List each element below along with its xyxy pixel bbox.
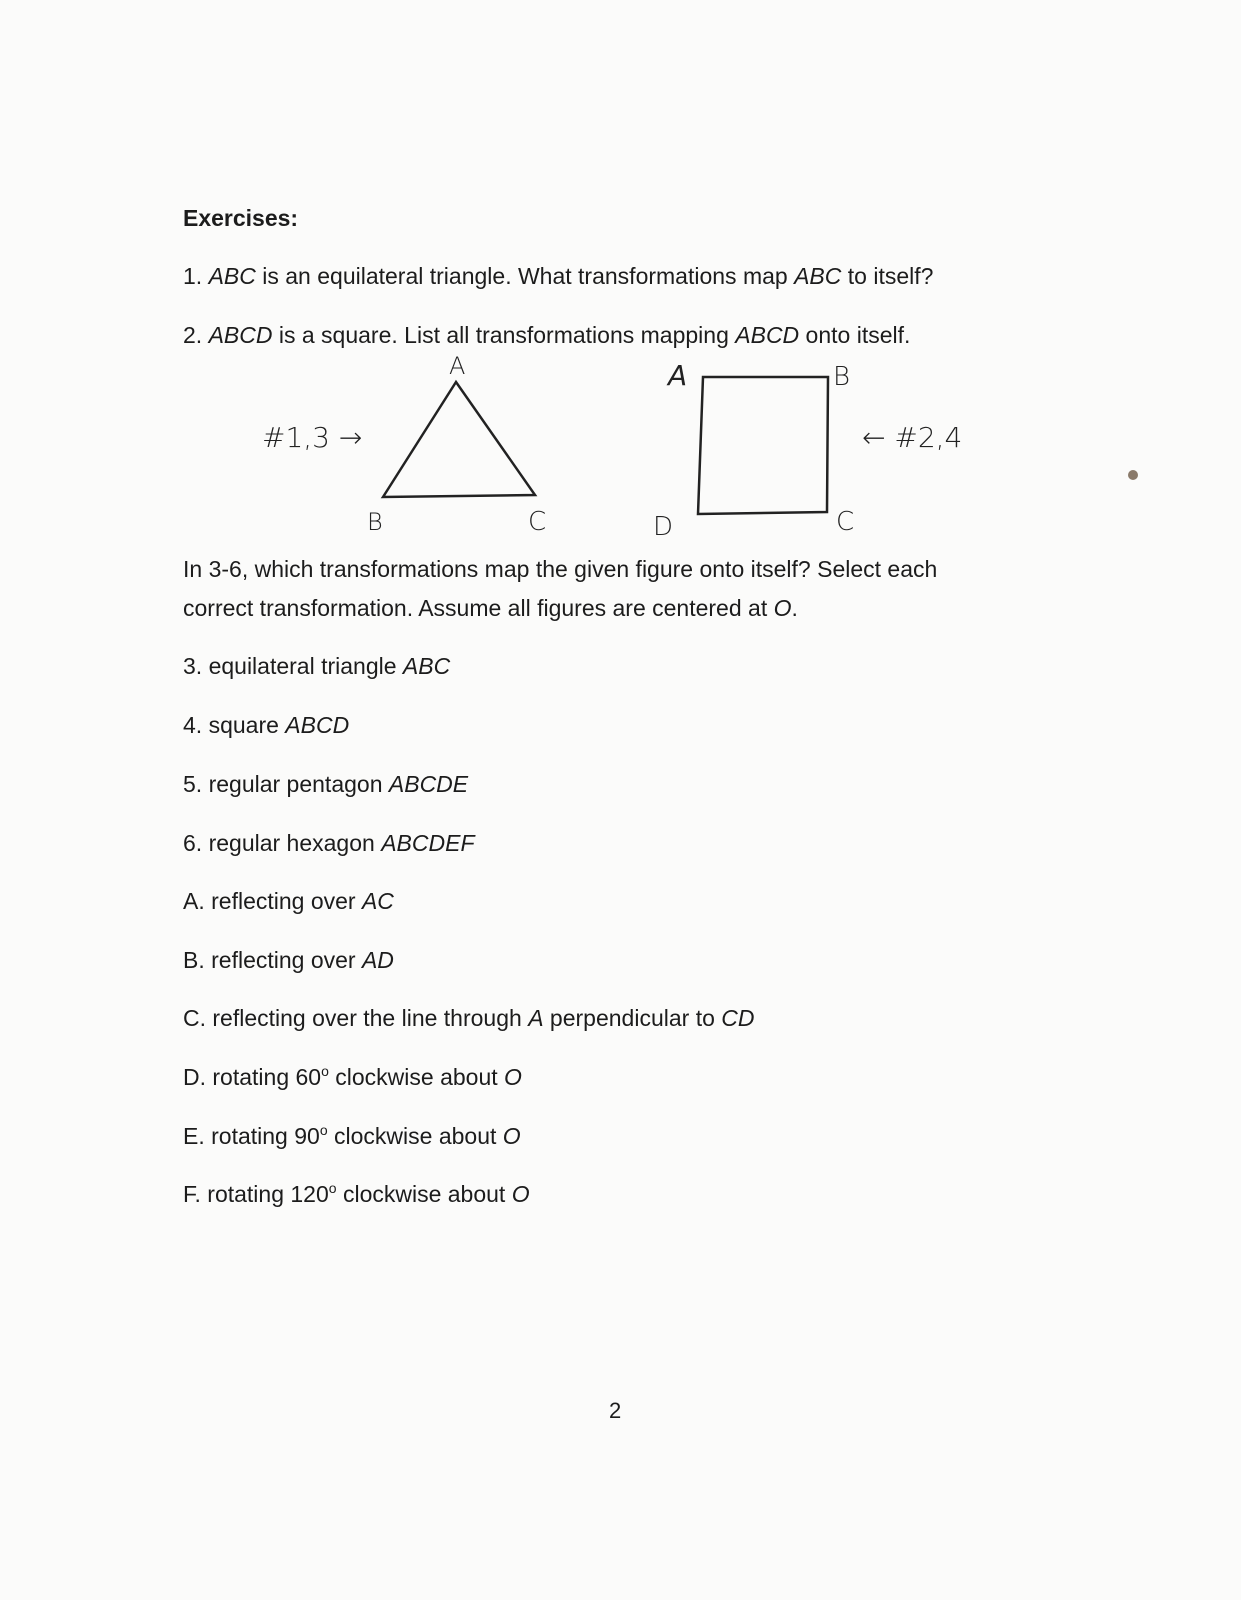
square-label-d: D: [653, 512, 674, 542]
triangle-label-a: A: [449, 352, 466, 380]
square-figure: [653, 359, 854, 542]
triangle-label-c: C: [528, 507, 547, 537]
left-note: #1,3 →: [262, 421, 363, 454]
page-number: 2: [609, 1398, 622, 1423]
triangle-figure: [367, 352, 546, 537]
choice-b: B. reflecting over AD: [183, 947, 394, 973]
square-label-b: B: [833, 362, 851, 392]
choice-f: F. rotating 120$^o$ clockwise about O: [183, 1180, 530, 1207]
choice-e: E. rotating 90$^o$ clockwise about O: [183, 1122, 521, 1149]
question-1: 1. ABC is an equilateral triangle. What transformations map ABC to itself?: [183, 263, 934, 289]
square-label-c: C: [836, 507, 855, 537]
handdrawn-figures: [0, 0, 1241, 560]
instructions-line-2: correct transformation. Assume all figures are centered at O.: [183, 595, 798, 621]
problem-6: 6. regular hexagon ABCDEF: [183, 830, 475, 856]
problem-5: 5. regular pentagon ABCDE: [183, 771, 469, 797]
square-label-a: A: [668, 359, 688, 392]
choice-c: C. reflecting over the line through A perpendicular to CD: [183, 1005, 755, 1031]
instructions-line-1: In 3-6, which transformations map the given figure onto itself? Select each: [183, 556, 938, 582]
triangle-label-b: B: [367, 508, 383, 536]
scan-speck: [1128, 470, 1138, 480]
exercises-heading: Exercises:: [183, 205, 299, 231]
question-2: 2. ABCD is a square. List all transformations mapping ABCD onto itself.: [183, 322, 911, 348]
problem-3: 3. equilateral triangle ABC: [183, 653, 451, 679]
problem-4: 4. square ABCD: [183, 712, 350, 738]
choice-a: A. reflecting over AC: [183, 888, 394, 914]
choice-d: D. rotating 60$^o$ clockwise about O: [183, 1063, 522, 1090]
right-note: ← #2,4: [862, 421, 963, 454]
